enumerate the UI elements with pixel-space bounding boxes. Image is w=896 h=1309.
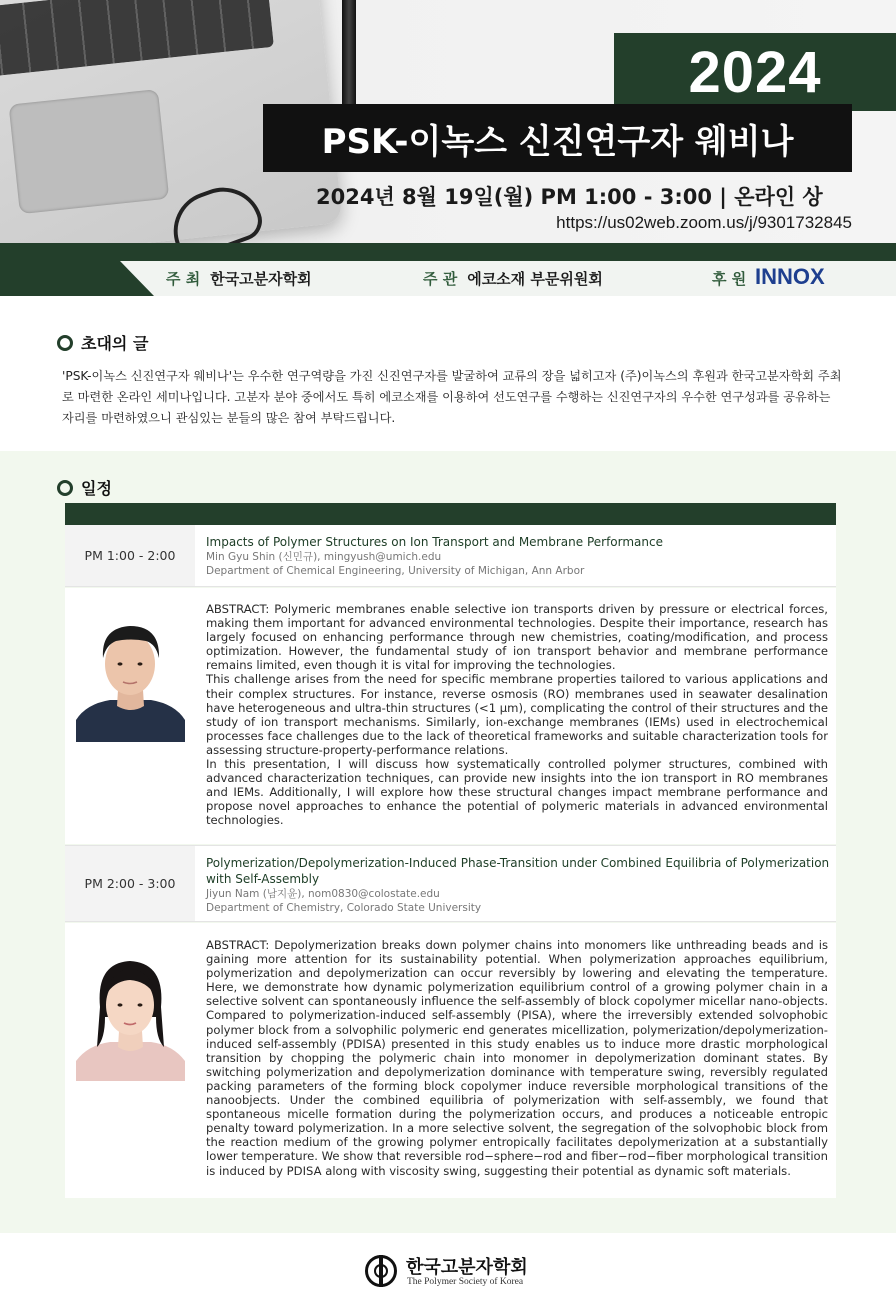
speaker-2-photo	[76, 947, 185, 1081]
year-text: 2024	[688, 39, 822, 105]
invitation-heading	[57, 331, 148, 354]
organizer-label: 주 관	[423, 270, 458, 288]
talk-2-author: Jiyun Nam (남지윤), nom0830@colostate.edu	[206, 888, 440, 900]
talk-2-abstract-p1: ABSTRACT: Depolymerization breaks down polymer chains into monomers like unthreading beads and is gaining more attention for its sustainability potential. When polymerization approaches equilibrium, polymerization and depolymerization can occur reversibly by lowering and elevating the temperature. Here, we demonstrate how dynamic polymerization equilibrium control of a growing polymer chain in a selective solvent can spontaneously influence the self-assembly of block copolymer micellar nano-objects. Compared to polymerization-induced self-assembly (PISA), where the irreversibly extended solvophobic polymer block from a solvophilic polymeric end generates micellization, polymerization/depolymerization-induced self-assembly (PDISA) presented in this study enables us to induce more drastic morphological transition by chopping the polymeric chain into monomer in depolymerization dominant states. By switching polymerization and depolymerization dominance with temperature swing, reversibly regulated packing parameters of the forming block copolymer induce reversible morphological transitions of the nanoobjects. Under the combined equilibria of polymerization with self-assembly, we found that spontaneous micelle formation during the polymerization occurs, and produces a noticeable entropic penalty toward polymerization. In a more selective solvent, the segregation of the solvophobic block from the reaction medium of the growing polymer entropically facilitates depolymerization at a substantially lower temperature. We show that reversible rod−sphere−rod and fiber−rod−fiber morphological transition is induced by PDISA along with viscosity swing, suggesting their potential as dynamic soft materials.	[206, 938, 828, 1178]
speaker-1-photo	[76, 608, 185, 742]
talk-2-dept: Department of Chemistry, Colorado State University	[206, 902, 482, 914]
event-date: 2024년 8월 19일(월) PM 1:00 - 3:00 | 온라인 상	[316, 185, 823, 209]
host-info	[166, 268, 312, 289]
schedule-heading-text: 일정	[81, 479, 112, 498]
schedule-heading	[57, 476, 112, 499]
title-box	[263, 104, 852, 172]
organizer-info	[423, 268, 603, 289]
talk-1-author: Min Gyu Shin (신민규), mingyush@umich.edu	[206, 551, 442, 563]
talk-1-time: PM 1:00 - 2:00	[65, 525, 195, 586]
talk-2-time: PM 2:00 - 3:00	[65, 846, 195, 921]
circle-bullet-icon	[57, 480, 73, 496]
sponsor-info	[712, 268, 756, 289]
zoom-link[interactable]: https://us02web.zoom.us/j/9301732845	[556, 213, 852, 232]
talk-1-info-row	[65, 525, 836, 587]
trackpad-image	[9, 89, 170, 214]
talk-2-title: Polymerization/Depolymerization-Induced Phase-Transition under Combined Equilibria of Polymerization with Self-Assembly	[206, 856, 830, 886]
footer-org-korean: 한국고분자학회	[406, 1257, 528, 1278]
invitation-heading-text: 초대의 글	[81, 334, 149, 353]
talk-2-abstract	[206, 938, 828, 1178]
year-box	[614, 33, 896, 111]
talk-2-info-row	[65, 845, 836, 922]
keyboard-image	[0, 0, 274, 78]
talk-1-abstract-p3: In this presentation, I will discuss how systematically controlled polymer structures, combined with advanced characterization techniques, can provide new insights into the ion transport in RO membranes and IEMs. Additionally, I will explore how these structural changes impact membrane performance and propose novel approaches to enhance the potential of polymeric materials in advanced environmental technologies.	[206, 757, 828, 828]
talk-1-abstract-p1: ABSTRACT: Polymeric membranes enable selective ion transports driven by pressure or electrical forces, making them important for advanced environmental technologies. Despite their importance, research has largely focused on enhancing performance through new chemistries, coating/modification, and process optimization. However, the fundamental study of ion transport behavior and membrane performance remains limited, even though it is vital for improving the technologies.	[206, 602, 828, 673]
footer	[0, 1233, 896, 1309]
talk-2-details	[206, 855, 831, 915]
talk-1-dept: Department of Chemical Engineering, University of Michigan, Ann Arbor	[206, 565, 585, 577]
page-title: PSK-이녹스 신진연구자 웨비나	[321, 121, 794, 162]
schedule-table-header	[65, 503, 836, 525]
footer-org-english: The Polymer Society of Korea	[407, 1277, 524, 1287]
talk-1-abstract-row	[65, 588, 836, 844]
sponsor-label: 후 원	[712, 270, 747, 288]
psk-logo-bar	[379, 1255, 383, 1287]
talk-1-abstract	[206, 602, 828, 828]
header-banner	[0, 0, 896, 243]
innox-logo: INNOX	[755, 264, 825, 289]
talk-1-details	[206, 534, 831, 578]
invitation-text: 'PSK-이녹스 신진연구자 웨비나'는 우수한 연구역량을 가진 신진연구자를 발굴하여 교류의 장을 넓히고자 (주)이녹스의 후원과 한국고분자학회 주최로 마련한 온라인 세미나입니다. 고분자 분야 중에서도 특히 에코소재를 이용하여 선도연구를 수행하는 신진연구자의 우수한 연구성과를 공유하는 자리를 마련하였으니 관심있는 분들의 많은 참여 부탁드립니다.	[62, 369, 842, 425]
talk-1-title: Impacts of Polymer Structures on Ion Transport and Membrane Performance	[206, 535, 663, 549]
host-label: 주 최	[166, 270, 201, 288]
host-name: 한국고분자학회	[210, 270, 312, 288]
psk-logo-icon	[365, 1255, 397, 1287]
organizer-name: 에코소재 부문위원회	[467, 270, 603, 288]
talk-2-abstract-row	[65, 923, 836, 1198]
circle-bullet-icon	[57, 335, 73, 351]
talk-1-abstract-p2: This challenge arises from the need for specific membrane properties tailored to various applications and their complex structures. For instance, reverse osmosis (RO) membranes used in seawater desalination have heterogeneous and ultra-thin structures (<1 μm), complicating the control of their structures and the study of ion transport mechanisms. Similarly, ion-exchange membranes (IEMs) used in electrochemical processes face challenges due to the lack of theoretical frameworks and suitable characterization tools for assessing structure-property-performance relations.	[206, 672, 828, 757]
